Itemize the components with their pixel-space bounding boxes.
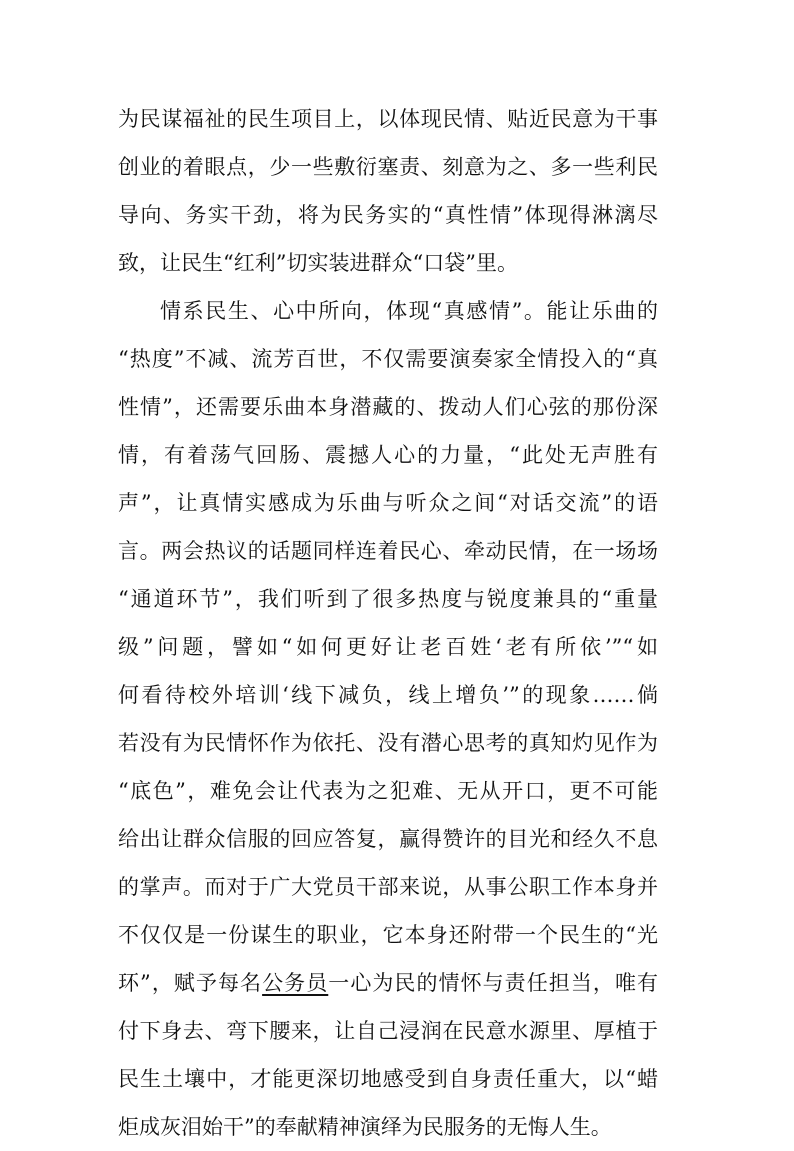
text-line: 炬成灰泪始干”的奉献精神演绎为民服务的无悔人生。: [118, 1115, 612, 1139]
text-segment: 一心为民的情怀与责任担当，唯有: [328, 971, 658, 995]
text-line: 情，有着荡气回肠、震撼人心的力量，“此处无声胜有: [118, 443, 658, 467]
text-line: 级”问题，譬如“如何更好让老百姓‘老有所依’”“如: [118, 635, 658, 659]
text-line: 导向、务实干劲，将为民务实的“真性情”体现得淋漓尽: [118, 203, 658, 227]
text-line: 创业的着眼点，少一些敷衍塞责、刻意为之、多一些利民: [118, 155, 658, 179]
text-line: 为民谋福祉的民生项目上，以体现民情、贴近民意为干事: [118, 107, 658, 131]
text-line: 给出让群众信服的回应答复，赢得赞许的目光和经久不息: [118, 827, 658, 851]
text-line: 的掌声。而对于广大党员干部来说，从事公职工作本身并: [118, 875, 658, 899]
text-line: 民生土壤中，才能更深切地感受到自身责任重大，以“蜡: [118, 1067, 658, 1091]
text-line: 言。两会热议的话题同样连着民心、牵动民情，在一场场: [118, 539, 658, 563]
text-line: 何看待校外培训‘线下减负，线上增负’”的现象……倘: [118, 683, 658, 707]
paragraph-2: [118, 287, 658, 1151]
text-line: 性情”，还需要乐曲本身潜藏的、拨动人们心弦的那份深: [118, 395, 658, 419]
text-line: 声”，让真情实感成为乐曲与听众之间“对话交流”的语: [118, 491, 658, 515]
text-line: 致，让民生“红利”切实装进群众“口袋”里。: [118, 251, 518, 275]
text-segment: 环”，赋予每名: [118, 971, 263, 995]
paragraph-1: [118, 95, 658, 287]
text-line: 若没有为民情怀作为依托、没有潜心思考的真知灼见作为: [118, 731, 658, 755]
text-line: 不仅仅是一份谋生的职业，它本身还附带一个民生的“光: [118, 923, 658, 947]
document-body: [118, 95, 658, 1151]
text-line: [118, 959, 658, 1007]
civil-servant-link[interactable]: 公务员: [262, 971, 329, 995]
text-line: “热度”不减、流芳百世，不仅需要演奏家全情投入的“真: [118, 347, 658, 371]
text-line: “通道环节”，我们听到了很多热度与锐度兼具的“重量: [118, 587, 658, 611]
text-line: “底色”，难免会让代表为之犯难、无从开口，更不可能: [118, 779, 658, 803]
text-line: 付下身去、弯下腰来，让自己浸润在民意水源里、厚植于: [118, 1019, 658, 1043]
text-line: 情系民生、心中所向，体现“真感情”。能让乐曲的: [160, 299, 658, 323]
